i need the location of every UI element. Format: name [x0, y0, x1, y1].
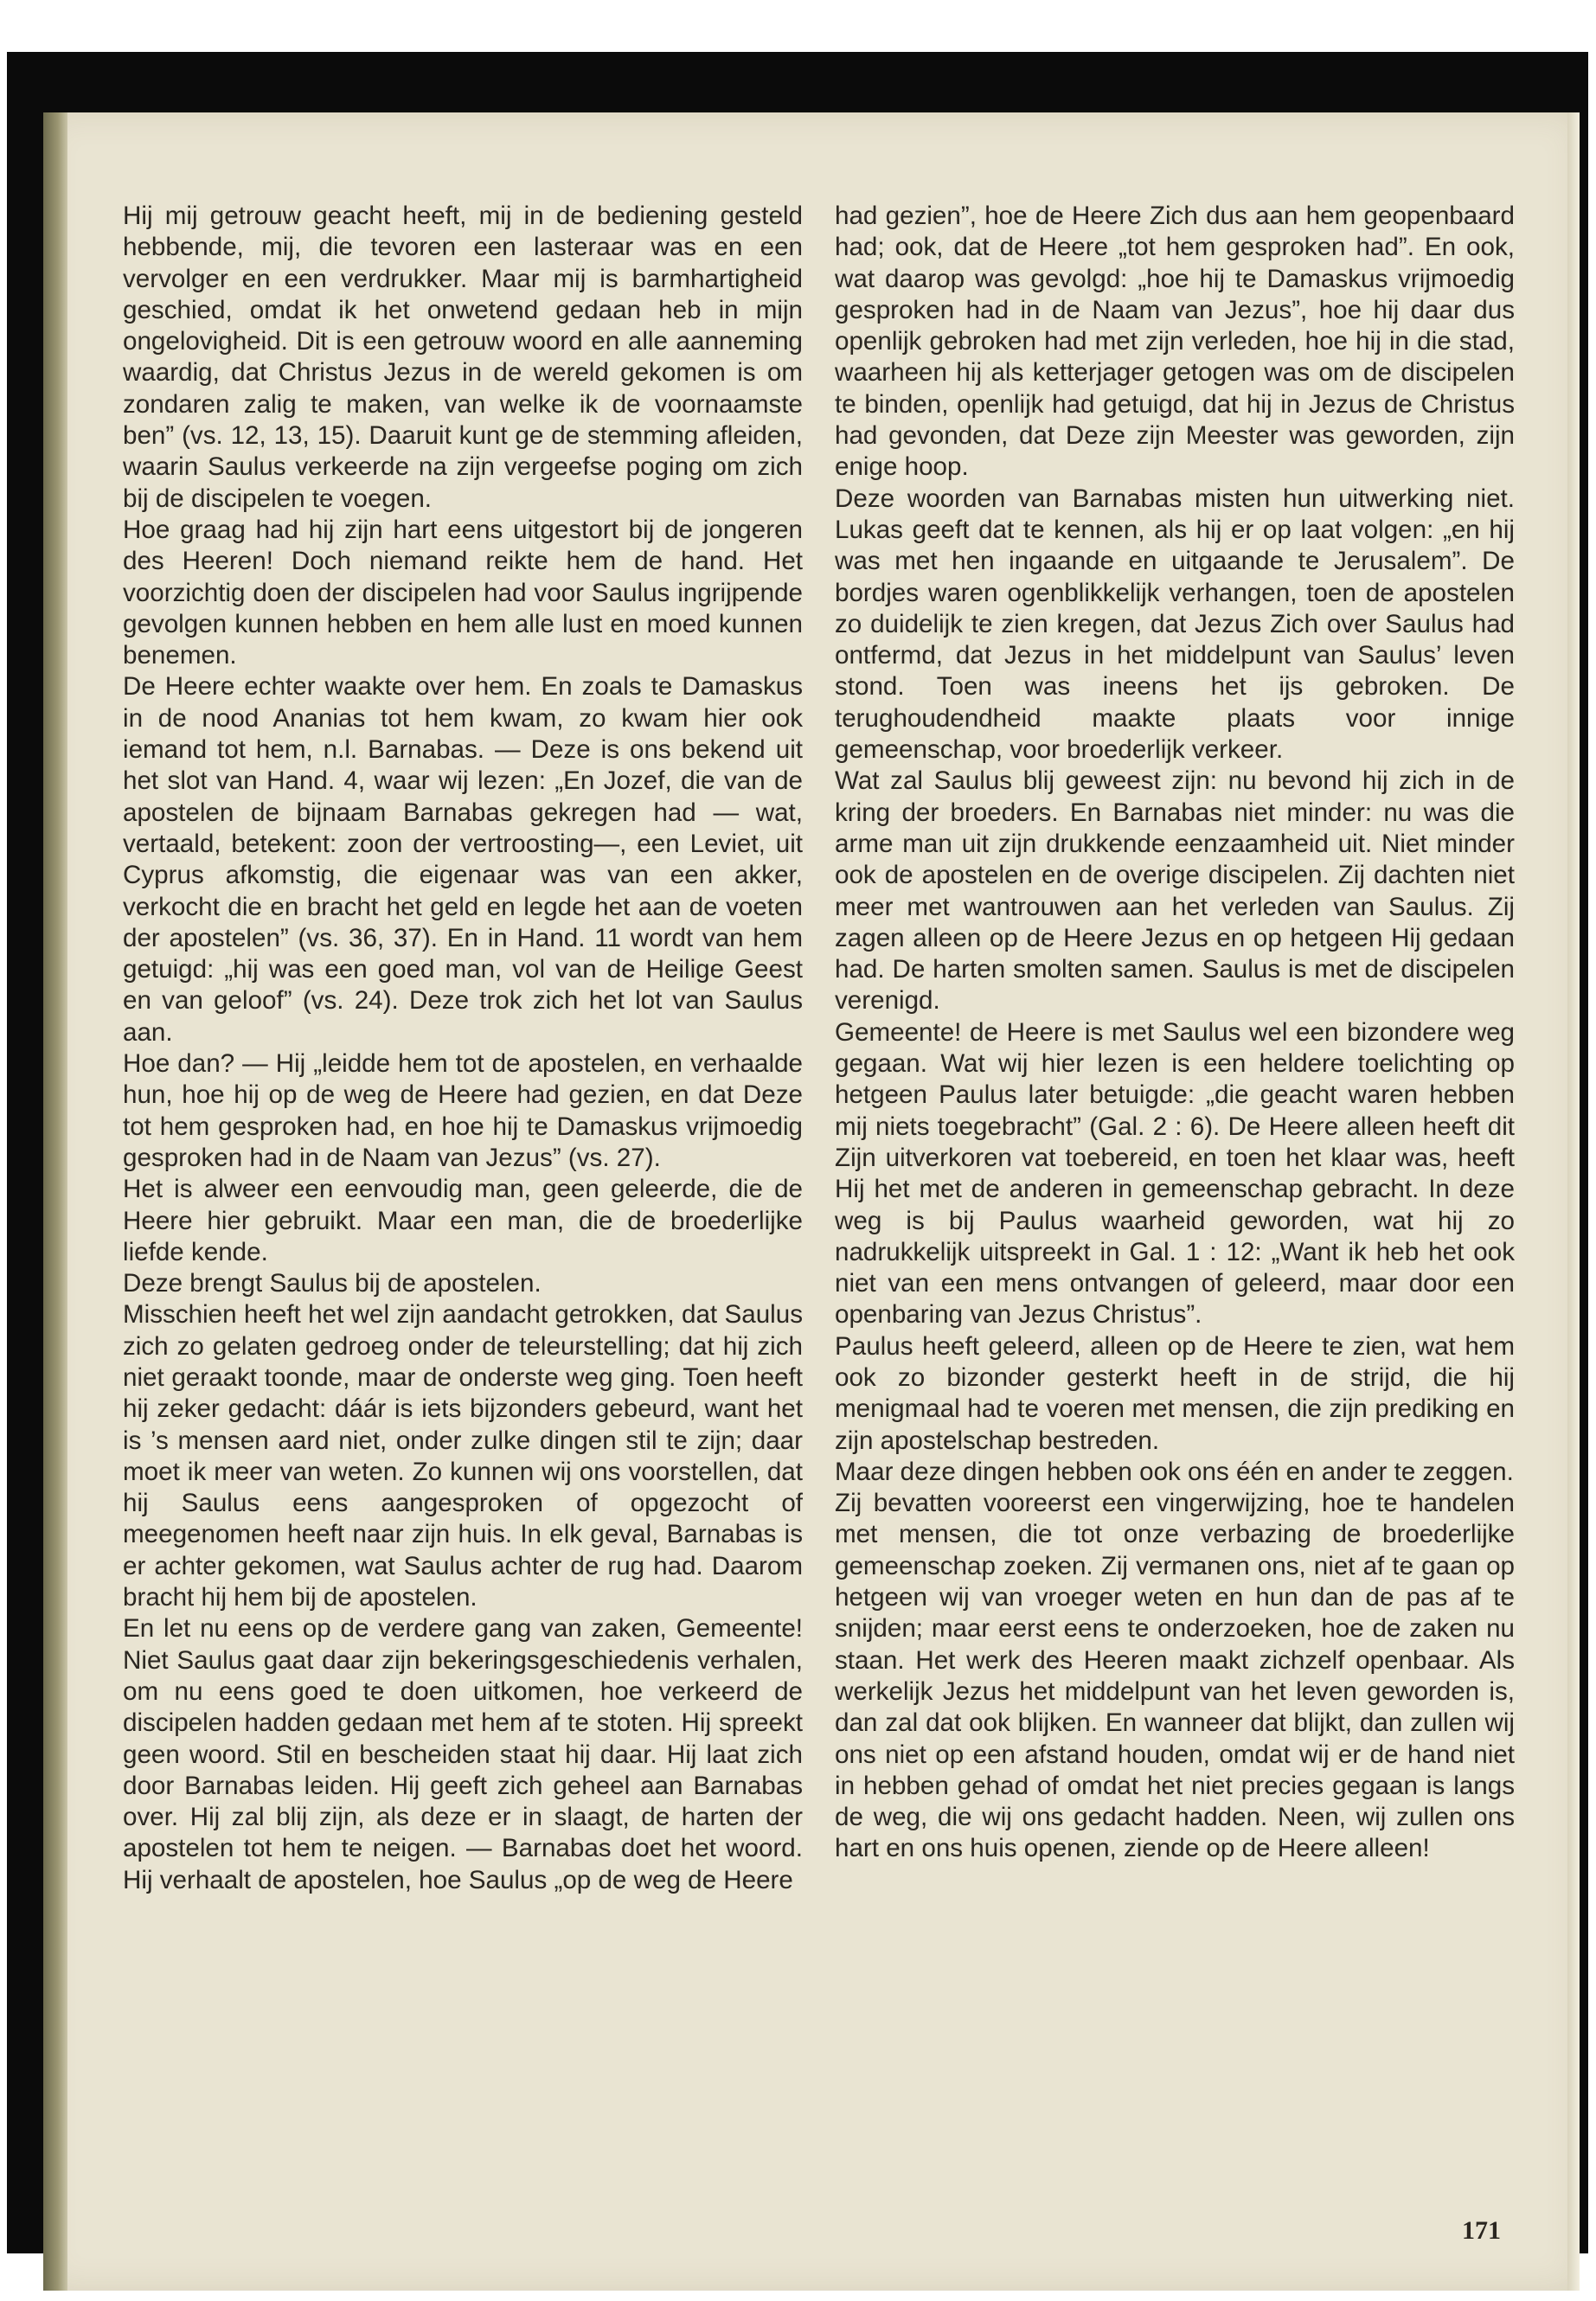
text-column-left	[123, 201, 803, 1896]
paragraph: Wat zal Saulus blij geweest zijn: nu bevond hij zich in de kring der broeders. En Barnabas niet minder: nu was die arme man uit zijn drukkende eenzaamheid uit. Niet minder ook de apostelen en de overige discipelen. Zij dachten niet meer met wantrouwen aan het verleden van Saulus. Zij zagen alleen op de Heere Jezus en op hetgeen Hij gedaan had. De harten smolten samen. Saulus is met de discipelen verenigd.	[835, 766, 1515, 1016]
page-edge	[1567, 112, 1580, 2291]
paragraph: Het is alweer een eenvoudig man, geen geleerde, die de Heere hier gebruikt. Maar een man, die de broederlijke liefde kende.	[123, 1175, 803, 1266]
paragraph: Zij bevatten vooreerst een vingerwijzing, hoe te handelen met mensen, die tot onze verbazing de broederlijke gemeenschap zoeken. Zij vermanen ons, niet af te gaan op hetgeen wij van vroeger weten en hun dan de pas af te snijden; maar eerst eens te onderzoeken, hoe de zaken nu staan. Het werk des Heeren maakt zichzelf openbaar. Als werkelijk Jezus het middelpunt van het leven geworden is, dan zal dat ook blijken. En wanneer dat blijkt, dan zullen wij ons niet op een afstand houden, omdat wij er de hand niet in hebben gehad of omdat het niet precies gegaan is langs de weg, die wij ons gedacht hadden. Neen, wij zullen ons hart en ons huis openen, ziende op de Heere alleen!	[835, 1489, 1515, 1863]
paragraph: Gemeente! de Heere is met Saulus wel een bizondere weg gegaan. Wat wij hier lezen is een heldere toelichting op hetgeen Paulus later betuigde: „die geacht waren hebben mij niets toegebracht” (Gal. 2 : 6). De Heere alleen heeft dit Zijn uitverkoren vat toebereid, en toen het klaar was, heeft Hij het met de anderen in gemeenschap gebracht. In deze weg is bij Paulus waarheid geworden, wat hij zo nadrukkelijk uitspreekt in Gal. 1 : 12: „Want ik heb het ook niet van een mens ontvangen of geleerd, maar door een openbaring van Jezus Christus”.	[835, 1017, 1515, 1330]
book-page	[43, 112, 1580, 2291]
paragraph: Deze woorden van Barnabas misten hun uitwerking niet. Lukas geeft dat te kennen, als hij er op laat volgen: „en hij was met hen ingaande en uitgaande te Jerusalem”. De bordjes waren ogenblikkelijk verhangen, toen de apostelen zo duidelijk te zien kregen, dat Jezus Zich over Saulus had ontfermd, dat Jezus in het middelpunt van Saulus’ leven stond. Toen was ineens het ijs gebroken. De terughoudendheid maakte plaats voor innige gemeenschap, voor broederlijk verkeer.	[835, 484, 1515, 765]
paragraph: Hoe dan? — Hij „leidde hem tot de apostelen, en verhaalde hun, hoe hij op de weg de Heere had gezien, en dat Deze tot hem gesproken had, en hoe hij te Damaskus vrijmoedig gesproken had in de Naam van Jezus” (vs. 27).	[123, 1049, 803, 1172]
paragraph: had gezien”, hoe de Heere Zich dus aan hem geopenbaard had; ook, dat de Heere „tot hem gesproken had”. En ook, wat daarop was gevolgd: „hoe hij te Damaskus vrijmoedig gesproken had in de Naam van Jezus”, hoe hij daar dus openlijk gebroken had met zijn verleden, hoe hij in die stad, waarheen hij als ketterjager getogen was om de discipelen te binden, openlijk had getuigd, dat hij in Jezus de Christus had gevonden, dat Deze zijn Meester was geworden, zijn enige hoop.	[835, 202, 1515, 482]
paragraph: Hij mij getrouw geacht heeft, mij in de bediening gesteld hebbende, mij, die tevoren een lasteraar was en een vervolger en een verdrukker. Maar mij is barmhartigheid geschied, omdat ik het onwetend gedaan heb in mijn ongelovigheid. Dit is een getrouw woord en alle aanneming waardig, dat Christus Jezus in de wereld gekomen is om zondaren zalig te maken, van welke ik de voornaamste ben” (vs. 12, 13, 15). Daaruit kunt ge de stemming afleiden, waarin Saulus verkeerde na zijn vergeefse poging om zich bij de discipelen te voegen.	[123, 202, 803, 513]
paragraph: Paulus heeft geleerd, alleen op de Heere te zien, wat hem ook zo bizonder gesterkt heeft in de strijd, die hij menigmaal had te voeren met mensen, die zijn prediking en zijn apostelschap bestreden.	[835, 1331, 1515, 1455]
page-number: 171	[1462, 2216, 1501, 2245]
paragraph: De Heere echter waakte over hem. En zoals te Damaskus in de nood Ananias tot hem kwam, zo kwam hier ook iemand tot hem, n.l. Barnabas. — Deze is ons bekend uit het slot van Hand. 4, waar wij lezen: „En Jozef, die van de apostelen de bijnaam Barnabas gekregen had — wat, vertaald, betekent: zoon der vertroosting—, een Leviet, uit Cyprus afkomstig, die eigenaar was van een akker, verkocht die en bracht het geld en legde het aan de voeten der apostelen” (vs. 36, 37). En in Hand. 11 wordt van hem getuigd: „hij was een goed man, vol van de Heilige Geest en van geloof” (vs. 24). Deze trok zich het lot van Saulus aan.	[123, 672, 803, 1047]
scan-background	[7, 52, 1588, 2253]
paragraph: Misschien heeft het wel zijn aandacht getrokken, dat Saulus zich zo gelaten gedroeg onder de teleurstelling; dat hij zich niet geraakt toonde, maar de onderste weg ging. Toen heeft hij zeker gedacht: dáár is iets bijzonders gebeurd, want het is ’s mensen aard niet, onder zulke dingen stil te zijn; daar moet ik meer van weten. Zo kunnen wij ons voorstellen, dat hij Saulus eens aangesproken of opgezocht of meegenomen heeft naar zijn huis. In elk geval, Barnabas is er achter gekomen, wat Saulus achter de rug had. Daarom bracht hij hem bij de apostelen.	[123, 1300, 803, 1612]
paragraph: Hoe graag had hij zijn hart eens uitgestort bij de jongeren des Heeren! Doch niemand reikte hem de hand. Het voorzichtig doen der discipelen had voor Saulus ingrijpende gevolgen kunnen hebben en hem alle lust en moed kunnen benemen.	[123, 515, 803, 670]
paragraph: Deze brengt Saulus bij de apostelen.	[123, 1269, 542, 1298]
text-column-right	[835, 201, 1515, 1865]
paragraph: Maar deze dingen hebben ook ons één en ander te zeggen.	[835, 1457, 1514, 1486]
book-spine	[43, 112, 67, 2291]
paragraph: En let nu eens op de verdere gang van zaken, Gemeente! Niet Saulus gaat daar zijn bekeringsgeschiedenis verhalen, om nu eens goed te doen uitkomen, hoe verkeerd de discipelen hadden gedaan met hem af te stoten. Hij spreekt geen woord. Stil en bescheiden staat hij daar. Hij laat zich door Barnabas leiden. Hij geeft zich geheel aan Barnabas over. Hij zal blij zijn, als deze er in slaagt, de harten der apostelen tot hem te neigen. — Barnabas doet het woord. Hij verhaalt de apostelen, hoe Saulus „op de weg de Heere	[123, 1614, 803, 1894]
